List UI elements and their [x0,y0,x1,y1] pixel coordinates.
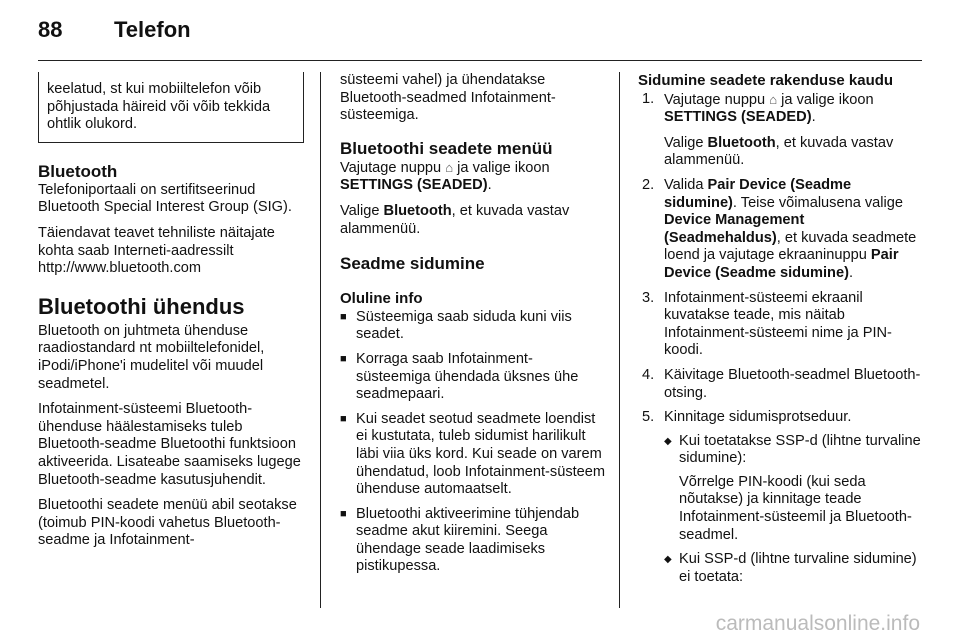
steps-list [638,91,922,587]
list-item: ■ Süsteemiga saab siduda kuni viis seadet. [340,309,606,344]
page-number: 88 [38,17,63,42]
list-item: ■ Kui seadet seotud seadmete loendist ei kustutata, tuleb sidumist harilikult läbi viia üks kord. Kui seade on varem ühendatud, loob Infotainment-süsteem ühenduse automaatselt. [340,411,606,499]
list-item: 5. Kinnitage sidumisprotseduur. ◆ Kui toetatakse SSP-d (lihtne turvaline sidumine): Võrrelge PIN-koodi (kui seda nõutakse) ja kinnitage teade Infotainment-süsteemil ja Bluetooth-seadmel. ◆ Kui SSP-d (lihtne turvaline sidumine) ei toetata: [638,409,922,586]
section-heading-bluetooth: Bluetooth [38,161,118,181]
paragraph: Täiendavat teavet tehniliste näitajate kohta saab Interneti-aadressilt http://www.bluetooth.com [38,224,275,277]
column-3 [638,72,922,593]
paragraph: Bluetoothi seadete menüü abil seotakse (toimub PIN-koodi vahetus Bluetooth-seadme ja Infotainment- [38,497,297,549]
note-text: keelatud, st kui mobiiltelefon võib põhjustada häireid või võib tekkida ohtlik olukord. [47,81,271,133]
column-1 [38,72,304,558]
column-divider [320,72,321,608]
section-heading-pairing: Seadme sidumine [340,254,485,274]
header-rule [38,60,922,61]
home-icon: ⌂ [769,91,778,107]
chapter-heading-bluetooth-connection: Bluetoothi ühendus [38,293,245,319]
sub-list [664,433,922,587]
note-box [38,72,304,143]
list-item: 1. Vajutage nuppu ⌂ ja valige ikoon SETTINGS (SEADED). Valige Bluetooth, et kuvada vastav alammenüü. [642,90,894,169]
paragraph: Vajutage nuppu ⌂ ja valige ikoon SETTINGS (SEADED). [340,159,550,194]
section-heading-settings-menu: Bluetoothi seadete menüü [340,138,553,158]
sub-list-item: ◆ Kui toetatakse SSP-d (lihtne turvaline sidumine): Võrrelge PIN-koodi (kui seda nõutakse) ja kinnitage teade Infotainment-süsteemil ja Bluetooth-seadmel. [664,433,922,545]
paragraph: Telefoniportaali on sertifitseerinud Bluetooth Special Interest Group (SIG). [38,181,292,216]
paragraph: Valige Bluetooth, et kuvada vastav alammenüü. [340,202,570,237]
list-item: ■ Korraga saab Infotainment-süsteemiga ühendada üksnes ühe seadmepaari. [340,351,606,404]
paragraph: Infotainment-süsteemi Bluetooth-ühenduse häälestamiseks tuleb Bluetooth-seadme Bluetoothi funktsioon aktiveerida. Lisateabe saamiseks lugege Bluetooth-seadme kasutusjuhendit. [38,401,301,488]
list-item: ■ Bluetoothi aktiveerimine tühjendab seadme akut kiiremini. Seega ühendage seade laadimiseks pistikupessa. [340,506,606,576]
paragraph: süsteemi vahel) ja ühendatakse Bluetooth-seadmed Infotainment-süsteemiga. [340,72,556,124]
list-item: 2. Valida Pair Device (Seadme sidumine). Teise võimalusena valige Device Management (Seadmehaldus), et kuvada seadmete loend ja vajutage ekraaninuppu Pair Device (Seadme sidumine). [642,176,917,281]
sub-list-item: ◆ Kui SSP-d (lihtne turvaline sidumine) ei toetata: [664,551,922,586]
paragraph: Bluetooth on juhtmeta ühenduse raadiostandard nt mobiiltelefonidel, iPodi/iPhone'i mudelitel või muudel seadmetel. [38,322,265,392]
home-icon: ⌂ [445,159,454,175]
subheading-pairing-via-settings: Sidumine seadete rakenduse kaudu [638,72,894,89]
column-divider [619,72,620,608]
list-item: 4. Käivitage Bluetooth-seadmel Bluetooth-otsing. [642,366,921,401]
subheading-important-info: Oluline info [340,290,423,308]
bullet-list [340,309,606,576]
column-2 [340,72,606,583]
chapter-title: Telefon [114,17,191,42]
watermark: carmanualsonline.info [715,612,920,635]
list-item: 3. Infotainment-süsteemi ekraanil kuvatakse teade, mis näitab Infotainment-süsteemi nime ja PIN-koodi. [642,289,892,359]
